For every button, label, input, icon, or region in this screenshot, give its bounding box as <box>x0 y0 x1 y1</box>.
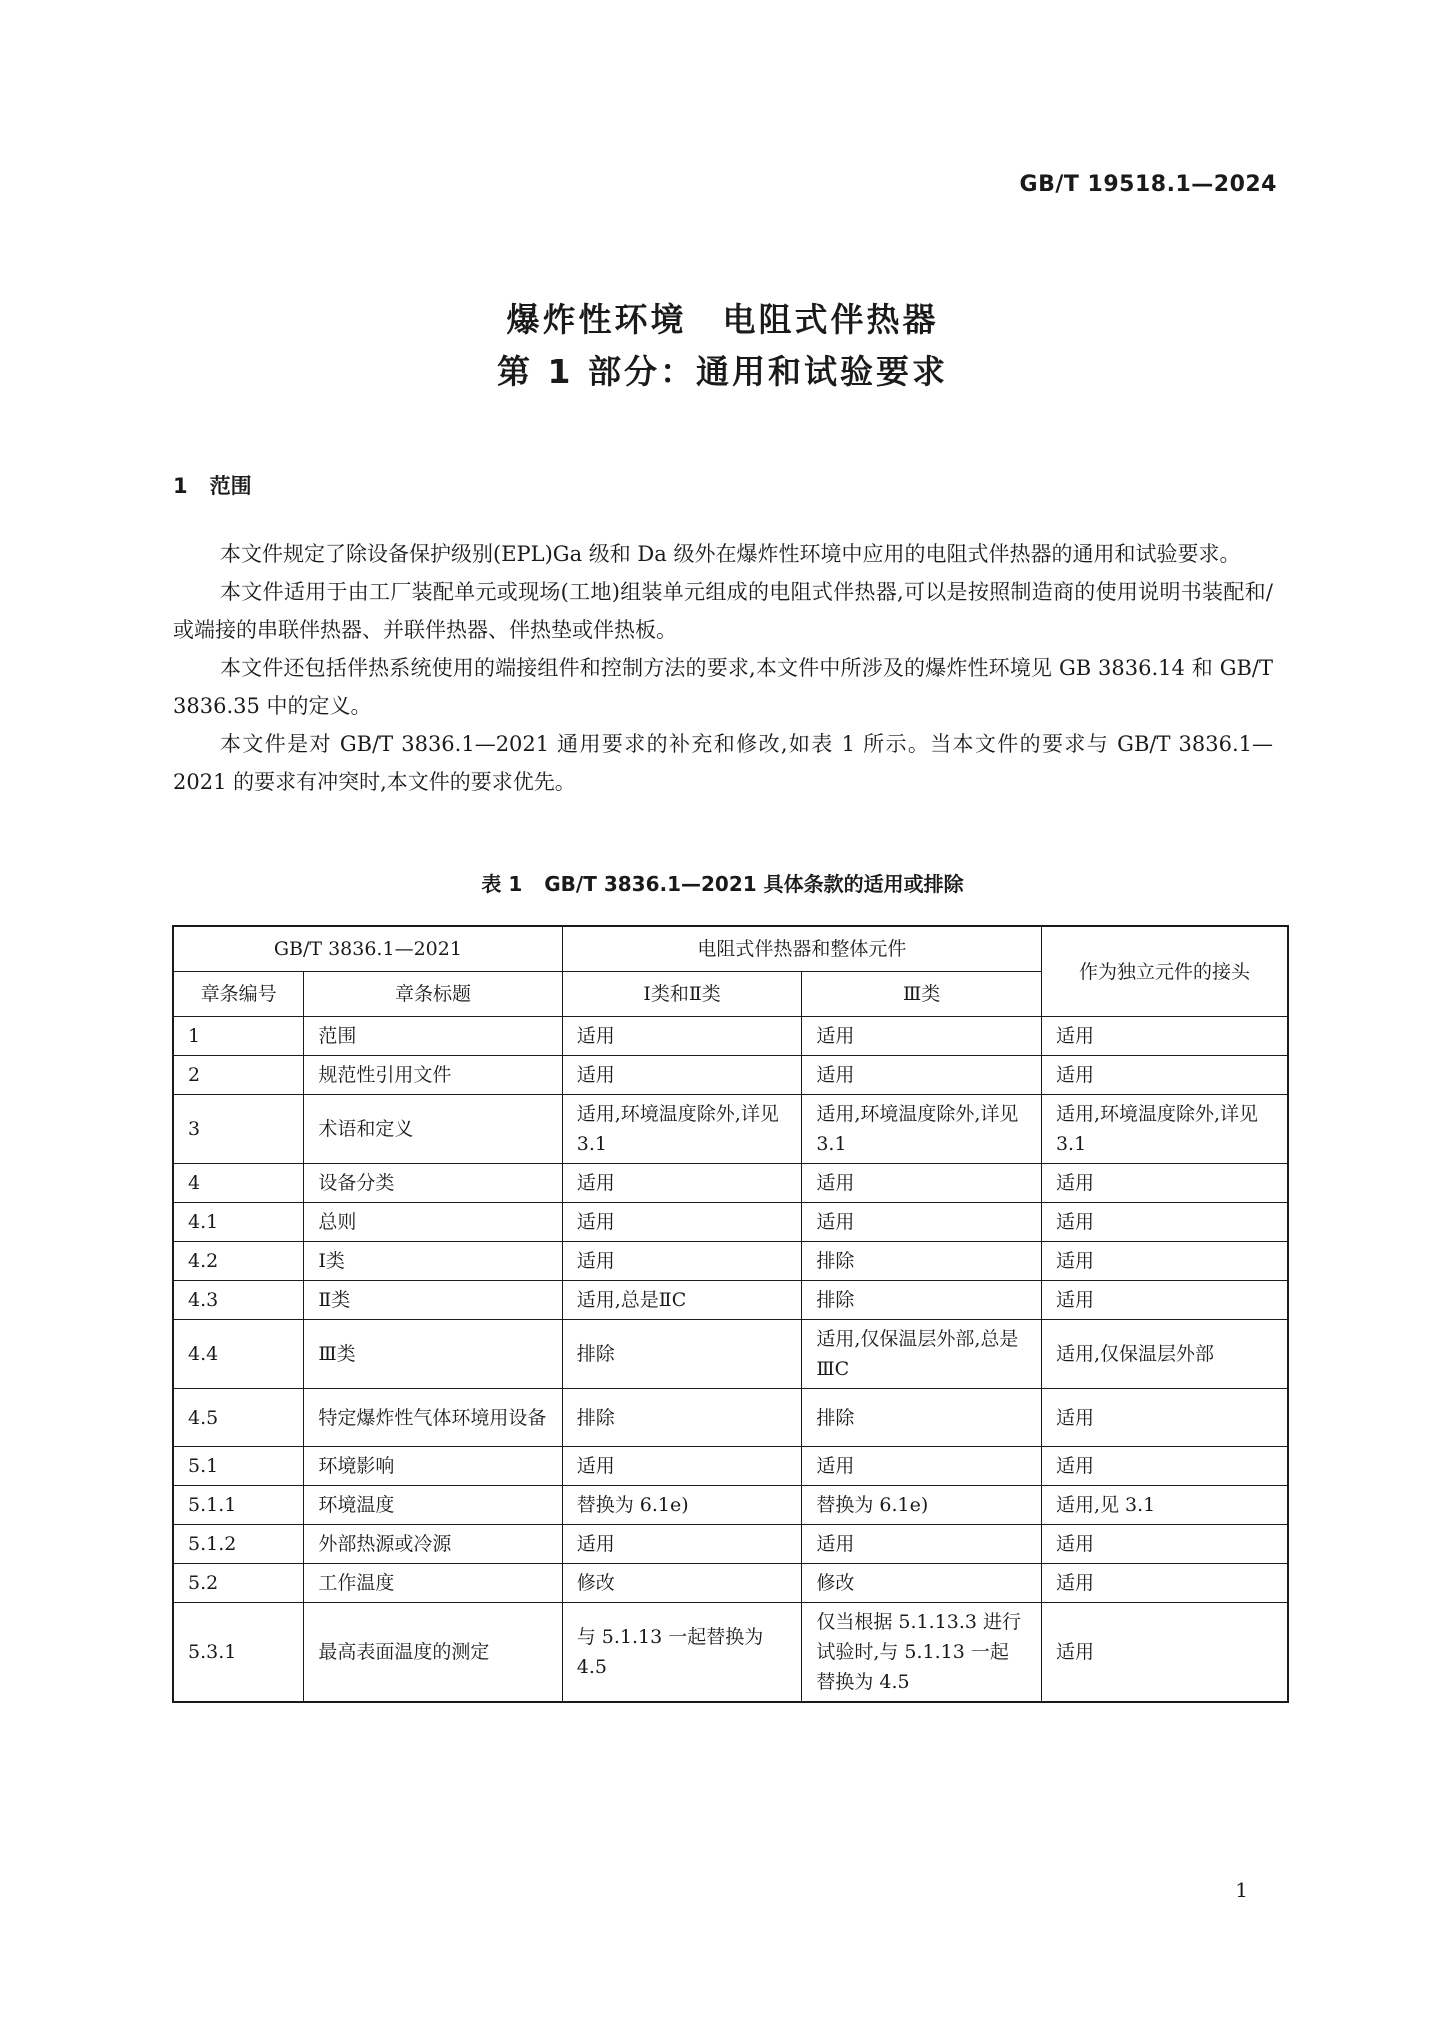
paragraph: 本文件是对 GB/T 3836.1—2021 通用要求的补充和修改,如表 1 所示。当本文件的要求与 GB/T 3836.1—2021 的要求有冲突时,本文件的要求优先。 <box>173 732 1273 794</box>
document-title-line2: 第 1 部分：通用和试验要求 <box>497 352 948 391</box>
header-clause-title: 章条标题 <box>304 972 562 1017</box>
table-cell: 排除 <box>562 1320 802 1389</box>
table-cell: 适用 <box>1041 1603 1288 1703</box>
table-cell: 适用,环境温度除外,详见 3.1 <box>562 1095 802 1164</box>
table-cell: 替换为 6.1e) <box>802 1486 1042 1525</box>
table-cell: 修改 <box>562 1564 802 1603</box>
document-title-line1: 爆炸性环境 电阻式伴热器 <box>506 300 939 339</box>
table-cell: Ⅱ类 <box>304 1281 562 1320</box>
table-row <box>173 1203 1288 1242</box>
table-cell: 适用 <box>802 1525 1042 1564</box>
table-cell: 适用 <box>1041 1281 1288 1320</box>
table-cell: 修改 <box>802 1564 1042 1603</box>
table-row <box>173 1242 1288 1281</box>
table-cell: 4 <box>173 1164 304 1203</box>
table-cell: 适用 <box>1041 1525 1288 1564</box>
table-row <box>173 1095 1288 1164</box>
table-row <box>173 1486 1288 1525</box>
table-cell: 设备分类 <box>304 1164 562 1203</box>
table-cell: 适用 <box>1041 1203 1288 1242</box>
table-cell: 4.3 <box>173 1281 304 1320</box>
section-heading <box>173 470 252 500</box>
table-row <box>173 1017 1288 1056</box>
table-cell: 1 <box>173 1017 304 1056</box>
table-cell: Ⅲ类 <box>304 1320 562 1389</box>
table-cell: 2 <box>173 1056 304 1095</box>
table-row <box>173 1389 1288 1447</box>
table-cell: 4.4 <box>173 1320 304 1389</box>
table-cell: 工作温度 <box>304 1564 562 1603</box>
table-row <box>173 1603 1288 1703</box>
table-row <box>173 1525 1288 1564</box>
table-caption-text: GB/T 3836.1—2021 具体条款的适用或排除 <box>544 872 964 896</box>
table-cell: 适用 <box>562 1203 802 1242</box>
header-joint: 作为独立元件的接头 <box>1041 926 1288 1017</box>
table-cell: 术语和定义 <box>304 1095 562 1164</box>
table-cell: 适用 <box>1041 1389 1288 1447</box>
section-number: 1 <box>173 474 188 498</box>
clause-table <box>172 925 1289 1703</box>
table-cell: 排除 <box>802 1281 1042 1320</box>
table-cell: 适用 <box>1041 1056 1288 1095</box>
table-row <box>173 1281 1288 1320</box>
body-text <box>173 535 1273 801</box>
table-cell: 适用 <box>802 1447 1042 1486</box>
table-cell: 4.5 <box>173 1389 304 1447</box>
table-cell: 外部热源或冷源 <box>304 1525 562 1564</box>
header-clause-number: 章条编号 <box>173 972 304 1017</box>
table-cell: 适用 <box>802 1056 1042 1095</box>
table-cell: 适用,仅保温层外部,总是ⅢC <box>802 1320 1042 1389</box>
table-cell: 5.2 <box>173 1564 304 1603</box>
table-cell: 适用 <box>1041 1564 1288 1603</box>
table-cell: 适用 <box>562 1056 802 1095</box>
table-cell: 与 5.1.13 一起替换为 4.5 <box>562 1603 802 1703</box>
table-cell: 排除 <box>802 1242 1042 1281</box>
table-cell: 适用 <box>562 1017 802 1056</box>
table-cell: 3 <box>173 1095 304 1164</box>
table-cell: 适用 <box>802 1203 1042 1242</box>
table-body <box>173 1017 1288 1703</box>
table-cell: 4.2 <box>173 1242 304 1281</box>
table-cell: 适用 <box>562 1525 802 1564</box>
table-cell: 适用 <box>1041 1164 1288 1203</box>
table-cell: 排除 <box>802 1389 1042 1447</box>
table-cell: 替换为 6.1e) <box>562 1486 802 1525</box>
table-cell: 5.1 <box>173 1447 304 1486</box>
paragraph: 本文件规定了除设备保护级别(EPL)Ga 级和 Da 级外在爆炸性环境中应用的电阻式伴热器的通用和试验要求。 <box>220 542 1241 566</box>
table-cell: 总则 <box>304 1203 562 1242</box>
table-cell: 范围 <box>304 1017 562 1056</box>
table-cell: 适用 <box>562 1164 802 1203</box>
table-row <box>173 1447 1288 1486</box>
table-caption <box>0 868 1445 897</box>
paragraph: 本文件还包括伴热系统使用的端接组件和控制方法的要求,本文件中所涉及的爆炸性环境见 GB 3836.14 和 GB/T 3836.35 中的定义。 <box>173 656 1273 718</box>
table-row <box>173 1164 1288 1203</box>
table-caption-number: 表 1 <box>481 872 523 896</box>
table-cell: 适用 <box>1041 1242 1288 1281</box>
table-cell: Ⅰ类 <box>304 1242 562 1281</box>
standard-code: GB/T 19518.1—2024 <box>1019 172 1277 197</box>
table-cell: 排除 <box>562 1389 802 1447</box>
table-cell: 适用,仅保温层外部 <box>1041 1320 1288 1389</box>
table-cell: 5.3.1 <box>173 1603 304 1703</box>
table-cell: 适用,见 3.1 <box>1041 1486 1288 1525</box>
table-cell: 适用 <box>562 1447 802 1486</box>
table-row <box>173 1056 1288 1095</box>
table-cell: 特定爆炸性气体环境用设备 <box>304 1389 562 1447</box>
section-title: 范围 <box>209 474 252 498</box>
header-group-iii: Ⅲ类 <box>802 972 1042 1017</box>
table-cell: 适用,环境温度除外,详见 3.1 <box>802 1095 1042 1164</box>
table-cell: 适用,环境温度除外,详见 3.1 <box>1041 1095 1288 1164</box>
table-cell: 适用 <box>1041 1447 1288 1486</box>
table-cell: 仅当根据 5.1.13.3 进行试验时,与 5.1.13 一起替换为 4.5 <box>802 1603 1042 1703</box>
table-cell: 环境温度 <box>304 1486 562 1525</box>
table-cell: 环境影响 <box>304 1447 562 1486</box>
paragraph: 本文件适用于由工厂装配单元或现场(工地)组装单元组成的电阻式伴热器,可以是按照制造商的使用说明书装配和/或端接的串联伴热器、并联伴热器、伴热垫或伴热板。 <box>173 580 1273 642</box>
table-cell: 5.1.2 <box>173 1525 304 1564</box>
page-number: 1 <box>1235 1878 1248 1902</box>
table-cell: 规范性引用文件 <box>304 1056 562 1095</box>
header-group-i-ii: Ⅰ类和Ⅱ类 <box>562 972 802 1017</box>
header-group-heater: 电阻式伴热器和整体元件 <box>562 926 1041 972</box>
table-cell: 适用 <box>1041 1017 1288 1056</box>
header-group-standard: GB/T 3836.1—2021 <box>173 926 562 972</box>
table-cell: 适用 <box>802 1164 1042 1203</box>
table-cell: 最高表面温度的测定 <box>304 1603 562 1703</box>
table-cell: 适用,总是ⅡC <box>562 1281 802 1320</box>
table-cell: 适用 <box>802 1017 1042 1056</box>
table-cell: 适用 <box>562 1242 802 1281</box>
table-row <box>173 1320 1288 1389</box>
table-row <box>173 1564 1288 1603</box>
table-header-row <box>173 926 1288 972</box>
table-cell: 4.1 <box>173 1203 304 1242</box>
table-cell: 5.1.1 <box>173 1486 304 1525</box>
